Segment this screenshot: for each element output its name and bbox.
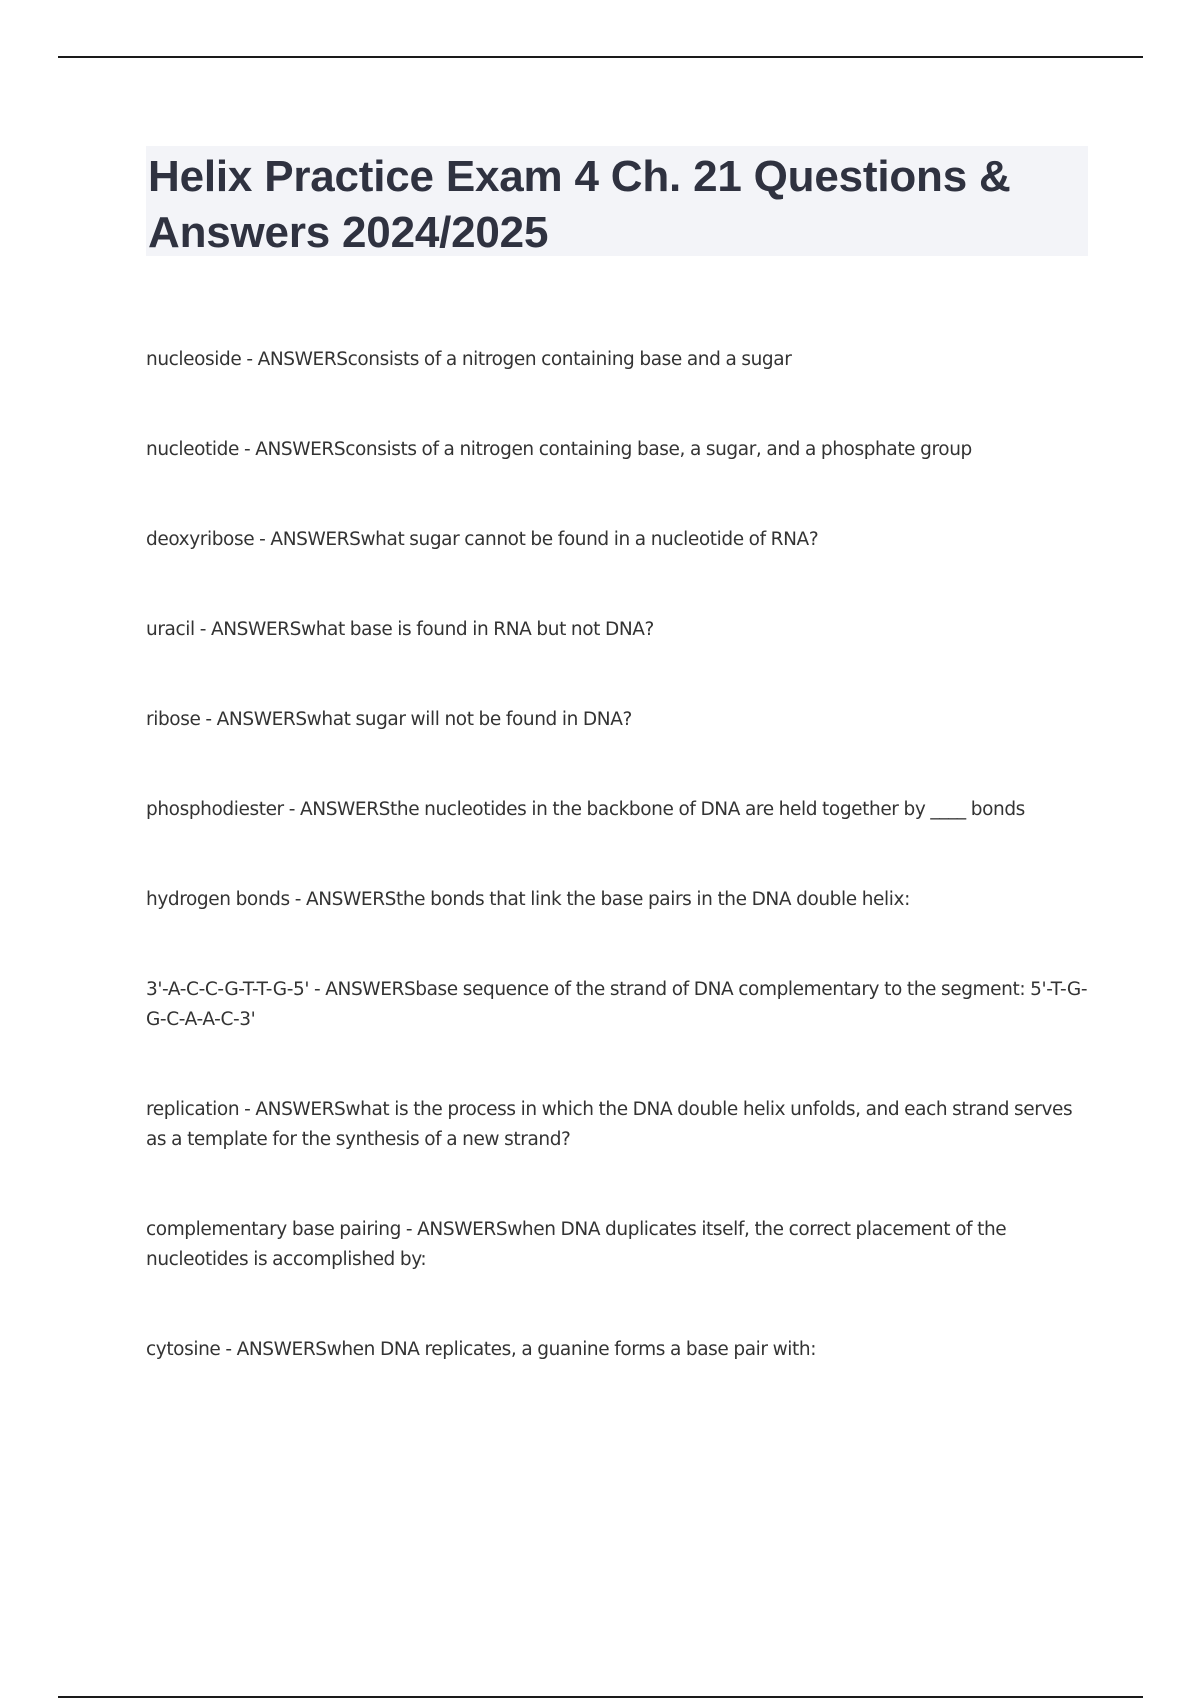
qa-item-replication: replication - ANSWERSwhat is the process in which the DNA double helix unfolds, and each strand serves as a template for the synthesis of a new strand? bbox=[146, 1099, 1073, 1150]
qa-item-cytosine: cytosine - ANSWERSwhen DNA replicates, a guanine forms a base pair with: bbox=[146, 1339, 817, 1360]
document-title: Helix Practice Exam 4 Ch. 21 Questions & Answers 2024/2025 bbox=[148, 152, 1011, 257]
footer-rule bbox=[58, 1696, 1143, 1698]
qa-item-nucleoside: nucleoside - ANSWERSconsists of a nitrogen containing base and a sugar bbox=[146, 349, 792, 370]
qa-item-hydrogen-bonds: hydrogen bonds - ANSWERSthe bonds that link the base pairs in the DNA double helix: bbox=[146, 889, 910, 910]
qa-item-phosphodiester: phosphodiester - ANSWERSthe nucleotides in the backbone of DNA are held together by ____ bonds bbox=[146, 799, 1025, 820]
qa-item-ribose: ribose - ANSWERSwhat sugar will not be found in DNA? bbox=[146, 709, 632, 730]
qa-item-uracil: uracil - ANSWERSwhat base is found in RNA but not DNA? bbox=[146, 619, 654, 640]
qa-item-deoxyribose: deoxyribose - ANSWERSwhat sugar cannot be found in a nucleotide of RNA? bbox=[146, 529, 819, 550]
title-block bbox=[146, 146, 1088, 256]
qa-item-complementary-strand: 3'-A-C-C-G-T-T-G-5' - ANSWERSbase sequence of the strand of DNA complementary to the segment: 5'-T-G-G-C-A-A-C-3' bbox=[146, 979, 1088, 1030]
qa-item-complementary-base-pairing: complementary base pairing - ANSWERSwhen DNA duplicates itself, the correct placement of the nucleotides is accomplished by: bbox=[146, 1219, 1007, 1270]
header-rule bbox=[58, 56, 1143, 58]
qa-item-nucleotide: nucleotide - ANSWERSconsists of a nitrogen containing base, a sugar, and a phosphate group bbox=[146, 439, 972, 460]
qa-list bbox=[146, 345, 1091, 1425]
